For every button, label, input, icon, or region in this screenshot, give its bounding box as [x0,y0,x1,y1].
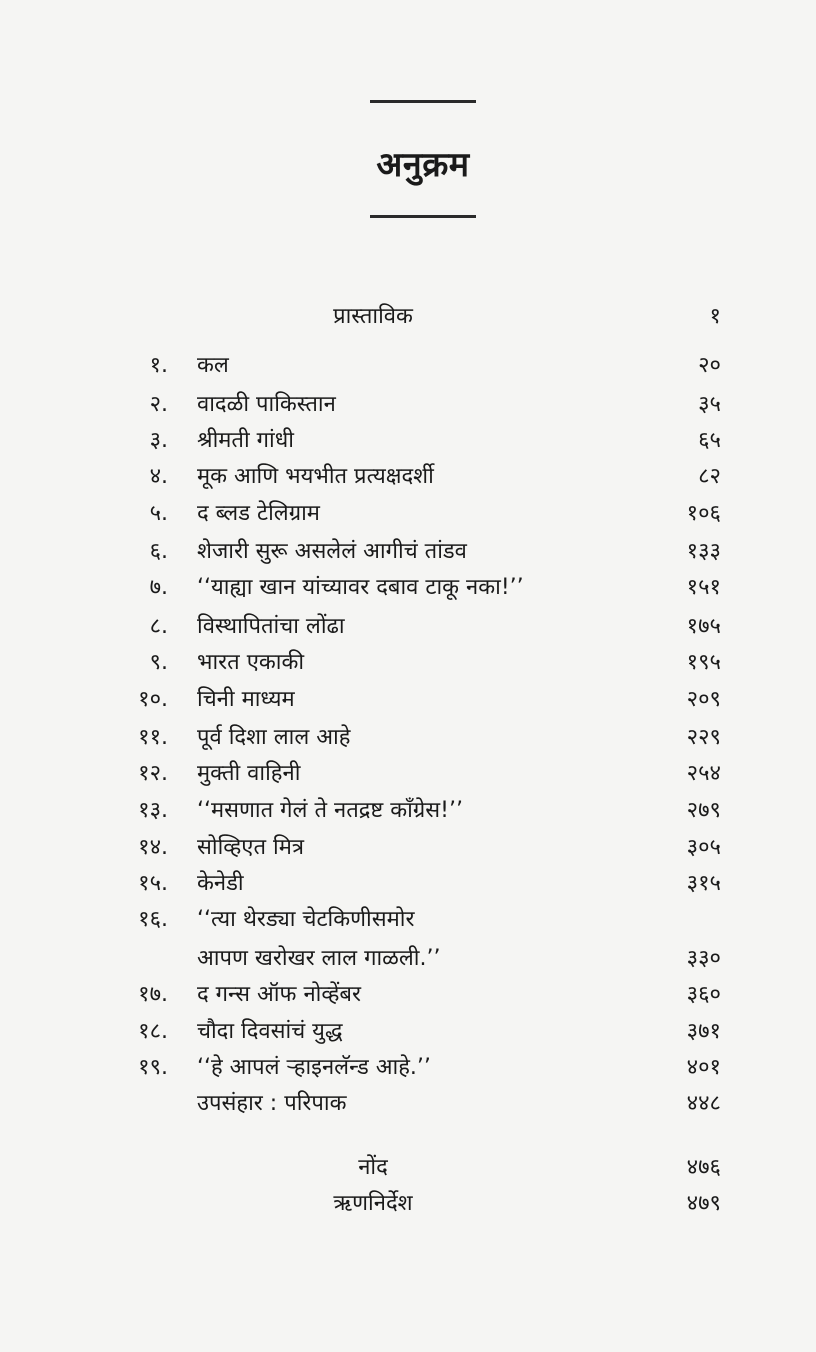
toc-entry-page: ३०५ [686,835,721,860]
toc-entry-number: १९. [138,1055,168,1080]
toc-entry-title: प्रास्ताविक [333,304,413,329]
toc-entry-page: २७९ [686,798,721,823]
toc-entry-number: ५. [149,501,168,526]
toc-entry-number: १३. [138,798,168,823]
toc-entry-number: १२. [138,761,168,786]
toc-entry-page: १७५ [686,614,721,639]
toc-entry-number: १४. [138,835,168,860]
toc-entry-number: १७. [138,982,168,1007]
toc-entry-number: १५. [138,871,168,896]
toc-entry-title: ‘‘त्या थेरड्या चेटकिणीसमोर [197,907,415,932]
toc-entry [0,645,816,681]
toc-entry [0,977,816,1013]
toc-entry [0,902,816,938]
toc-entry-title: मूक आणि भयभीत प्रत्यक्षदर्शी [197,464,434,489]
toc-entry-number: ७. [149,575,168,600]
page-title: अनुक्रम [376,145,470,185]
title-rule-bottom [370,215,476,218]
toc-entry-title: ऋणनिर्देश [333,1191,413,1216]
toc-entry-page: १३३ [686,539,721,564]
toc-entry-title: ‘‘मसणात गेलं ते नतद्रष्ट काँग्रेस!’’ [197,798,463,823]
toc-entry-page: ४७६ [686,1155,721,1180]
toc-entry-title: ‘‘हे आपलं ऱ्हाइनलॅन्ड आहे.’’ [197,1055,431,1080]
toc-entry-page: ८२ [698,464,721,489]
toc-entry [0,534,816,570]
toc-entry-page: ३१५ [686,871,721,896]
toc-entry-page: ४७९ [686,1191,721,1216]
toc-entry-number: १६. [138,907,168,932]
toc-entry-title: भारत एकाकी [197,650,305,675]
toc-entry-page: २० [698,353,721,378]
toc-entry-title: केनेडी [197,871,244,896]
toc-entry-title: उपसंहार : परिपाक [197,1091,347,1116]
toc-entry-title: श्रीमती गांधी [197,428,294,453]
toc-entry-title: वादळी पाकिस्तान [197,392,336,417]
toc-entry-page: ६५ [698,428,721,453]
toc-entry-page: १५१ [686,575,721,600]
toc-entry-page: २२९ [686,725,721,750]
toc-entry [0,459,816,495]
toc-back-entry [0,1186,816,1222]
toc-entry-title: द ब्लड टेलिग्राम [197,501,320,526]
toc-entry-page: २०९ [686,687,721,712]
toc-entry-number: ८. [149,614,168,639]
toc-front-entry [0,299,816,335]
toc-entry-page: १ [709,304,721,329]
toc-entry [0,570,816,606]
toc-entry-page: ३५ [698,392,721,417]
toc-entry-number: ११. [138,725,168,750]
toc-entry [0,720,816,756]
toc-entry-page: ३३० [686,946,721,971]
toc-entry-title: कल [197,353,229,378]
title-rule-top [370,100,476,103]
toc-entry [0,1086,816,1122]
toc-entry [0,1050,816,1086]
toc-entry-title: शेजारी सुरू असलेलं आगीचं तांडव [197,539,467,564]
toc-entry [0,682,816,718]
toc-entry [0,423,816,459]
toc-entry-number: ६. [149,539,168,564]
toc-entry-title: मुक्ती वाहिनी [197,761,301,786]
toc-entry-number: १८. [138,1019,168,1044]
toc-entry-page: १९५ [686,650,721,675]
toc-entry [0,348,816,384]
toc-entry-page: ४०१ [686,1055,721,1080]
toc-entry-title: पूर्व दिशा लाल आहे [197,725,351,750]
toc-entry-title: सोव्हिएत मित्र [197,835,305,860]
toc-entry [0,609,816,645]
toc-entry [0,830,816,866]
toc-entry-page: ३७१ [686,1019,721,1044]
toc-entry [0,866,816,902]
toc-entry-number: २. [149,392,168,417]
toc-entry-number: १. [149,353,168,378]
toc-entry-title: चौदा दिवसांचं युद्ध [197,1019,343,1044]
toc-entry-number: ४. [149,464,168,489]
toc-entry-title: विस्थापितांचा लोंढा [197,614,345,639]
toc-entry-number: ३. [149,428,168,453]
toc-back-entry [0,1150,816,1186]
toc-entry-page: ३६० [686,982,721,1007]
toc-entry [0,941,816,977]
toc-entry [0,496,816,532]
toc-entry [0,756,816,792]
toc-entry-number: १०. [138,687,168,712]
toc-entry [0,387,816,423]
toc-entry-title: चिनी माध्यम [197,687,295,712]
toc-entry-title: नोंद [358,1155,388,1180]
toc-entry [0,793,816,829]
toc-entry-number: ९. [149,650,168,675]
toc-entry-page: २५४ [686,761,721,786]
toc-entry-page: ४४८ [686,1091,721,1116]
toc-entry-title: द गन्स ऑफ नोव्हेंबर [197,982,361,1007]
toc-entry-title: ‘‘याह्या खान यांच्यावर दबाव टाकू नका!’’ [197,575,524,600]
toc-entry [0,1014,816,1050]
toc-entry-page: १०६ [686,501,721,526]
toc-entry-title: आपण खरोखर लाल गाळली.’’ [197,946,441,971]
